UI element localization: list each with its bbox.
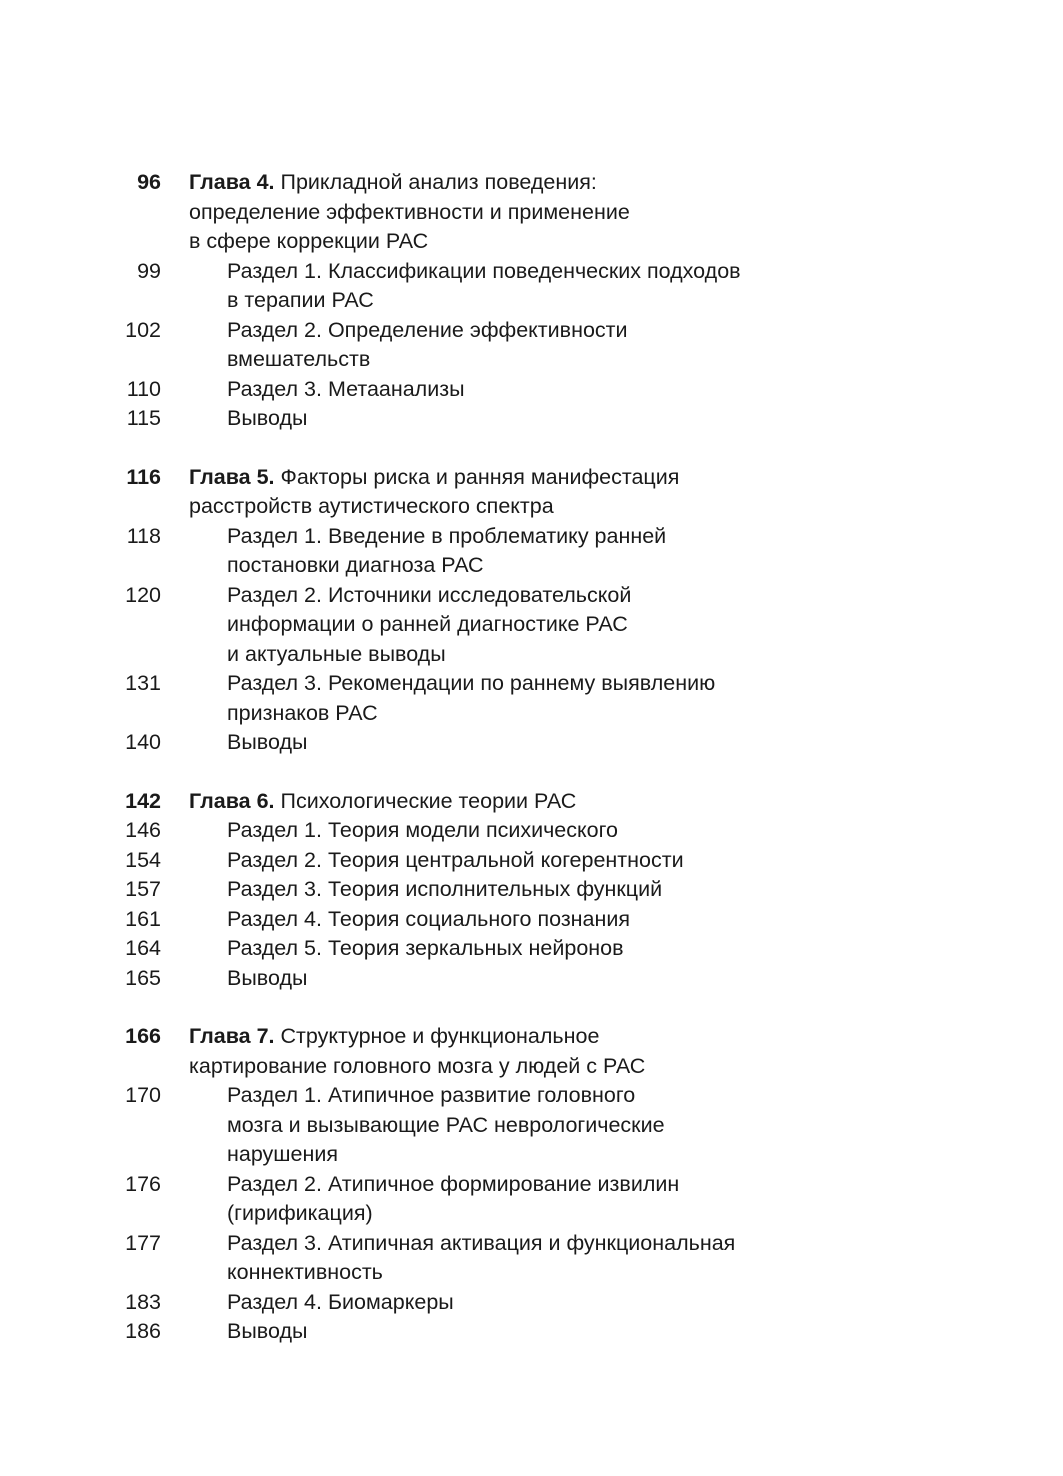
table-of-contents bbox=[0, 168, 1063, 1376]
chapter-heading bbox=[0, 1022, 1063, 1081]
chapter-heading bbox=[0, 463, 1063, 522]
page-number: 140 bbox=[125, 730, 161, 754]
chapter-heading bbox=[0, 787, 1063, 817]
section-entry bbox=[0, 1288, 1063, 1318]
section-title: Раздел 2. Определение эффективности вмешательств bbox=[227, 317, 628, 371]
page-number: 154 bbox=[125, 847, 161, 872]
page-number: 116 bbox=[126, 464, 161, 489]
page-number: 115 bbox=[126, 406, 161, 430]
section-title: Раздел 3. Атипичная активация и функциональная коннективность bbox=[227, 1230, 736, 1284]
section-title: Раздел 2. Источники исследовательской информации о ранней диагностике РАС и актуальные выводы bbox=[227, 582, 632, 666]
chapter-4 bbox=[0, 168, 1063, 434]
chapter-label: Глава 6. bbox=[189, 788, 275, 813]
page-number: 186 bbox=[125, 1319, 161, 1343]
chapter-title: Психологические теории РАС bbox=[274, 788, 577, 813]
section-title: Раздел 1. Введение в проблематику ранней постановки диагноза РАС bbox=[227, 523, 667, 577]
page-number: 165 bbox=[125, 965, 161, 990]
chapter-5 bbox=[0, 463, 1063, 758]
page-number: 102 bbox=[125, 317, 161, 342]
section-title: Раздел 2. Теория центральной когерентности bbox=[227, 847, 684, 872]
section-entry bbox=[0, 404, 1063, 434]
page-number: 157 bbox=[125, 877, 161, 901]
section-entry bbox=[0, 1170, 1063, 1229]
section-title: Раздел 5. Теория зеркальных нейронов bbox=[227, 936, 624, 960]
page-number: 146 bbox=[125, 818, 161, 842]
page-number: 110 bbox=[126, 376, 161, 401]
chapter-label: Глава 5. bbox=[189, 464, 275, 489]
page-number: 170 bbox=[125, 1083, 161, 1107]
page-number: 96 bbox=[137, 170, 161, 194]
page-number: 164 bbox=[125, 936, 161, 960]
page-number: 118 bbox=[126, 523, 161, 548]
section-entry bbox=[0, 375, 1063, 405]
section-entry bbox=[0, 964, 1063, 994]
chapter-title: Прикладной анализ поведения: определение эффективности и применение в сфере коррекции РАС bbox=[189, 170, 630, 253]
section-title: Раздел 1. Теория модели психического bbox=[227, 818, 618, 842]
page-number: 177 bbox=[125, 1230, 161, 1255]
section-entry bbox=[0, 905, 1063, 935]
section-entry bbox=[0, 934, 1063, 964]
chapter-label: Глава 7. bbox=[189, 1024, 275, 1048]
page-number: 142 bbox=[125, 788, 161, 813]
page-number: 161 bbox=[125, 906, 161, 931]
section-title: Раздел 3. Теория исполнительных функций bbox=[227, 877, 663, 901]
page-number: 99 bbox=[137, 258, 161, 283]
section-title: Выводы bbox=[227, 965, 308, 990]
section-title: Раздел 4. Теория социального познания bbox=[227, 906, 631, 931]
section-entry bbox=[0, 846, 1063, 876]
page-number: 120 bbox=[125, 582, 161, 607]
page-number: 166 bbox=[125, 1024, 161, 1048]
section-entry bbox=[0, 1081, 1063, 1170]
section-title: Раздел 3. Метаанализы bbox=[227, 376, 465, 401]
section-entry bbox=[0, 581, 1063, 670]
section-title: Раздел 1. Атипичное развитие головного мозга и вызывающие РАС неврологические нарушения bbox=[227, 1083, 665, 1166]
section-entry bbox=[0, 522, 1063, 581]
section-title: Выводы bbox=[227, 406, 308, 430]
section-entry bbox=[0, 669, 1063, 728]
section-entry bbox=[0, 1317, 1063, 1347]
section-title: Раздел 1. Классификации поведенческих подходов в терапии РАС bbox=[227, 258, 741, 312]
section-entry bbox=[0, 816, 1063, 846]
section-entry bbox=[0, 875, 1063, 905]
section-title: Выводы bbox=[227, 730, 308, 754]
section-title: Раздел 3. Рекомендации по раннему выявлению признаков РАС bbox=[227, 671, 716, 725]
chapter-title: Структурное и функциональное картирование головного мозга у людей с РАС bbox=[189, 1024, 646, 1078]
section-title: Раздел 4. Биомаркеры bbox=[227, 1289, 454, 1314]
section-entry bbox=[0, 257, 1063, 316]
page-number: 131 bbox=[125, 671, 161, 695]
section-title: Выводы bbox=[227, 1319, 308, 1343]
chapter-6 bbox=[0, 787, 1063, 994]
page-number: 176 bbox=[125, 1171, 161, 1196]
chapter-heading bbox=[0, 168, 1063, 257]
section-entry bbox=[0, 316, 1063, 375]
section-entry bbox=[0, 1229, 1063, 1288]
chapter-label: Глава 4. bbox=[189, 170, 275, 194]
chapter-title: Факторы риска и ранняя манифестация расстройств аутистического спектра bbox=[189, 464, 680, 518]
section-entry bbox=[0, 728, 1063, 758]
chapter-7 bbox=[0, 1022, 1063, 1347]
page-number: 183 bbox=[125, 1289, 161, 1314]
section-title: Раздел 2. Атипичное формирование извилин (гирификация) bbox=[227, 1171, 680, 1225]
